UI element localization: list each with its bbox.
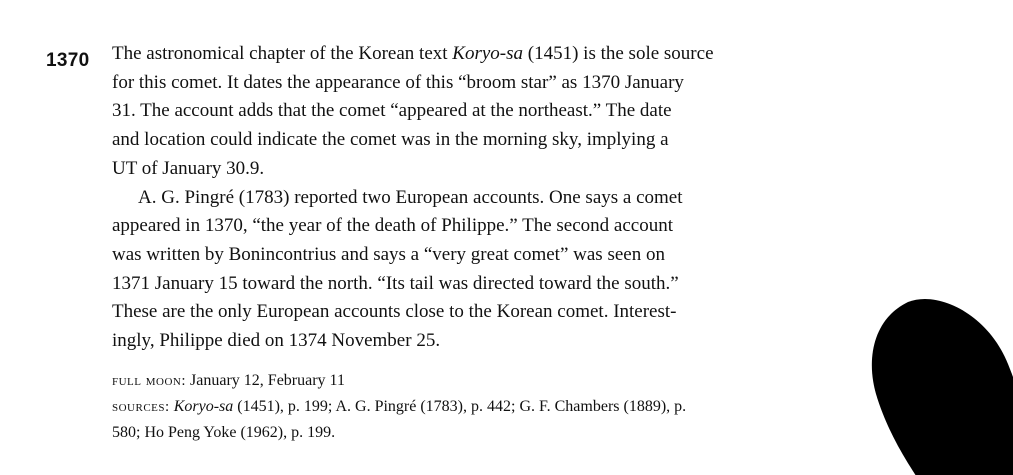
thumb-shadow-blot [868,294,1013,475]
full-moon-note [112,368,812,394]
paragraph-2-line-5: These are the only European accounts close to the Korean comet. Interest- [112,301,677,323]
paragraph-1 [112,40,802,184]
paragraph-2 [112,184,802,356]
paragraph-2-line-2: appeared in 1370, “the year of the death of Philippe.” The second account [112,215,673,237]
line-text: (1451) is the sole source [523,43,714,64]
blot-shape [872,299,1013,475]
paragraph-2-line-6: ingly, Philippe died on 1374 November 25. [112,330,441,352]
notes [112,368,812,446]
sources-label: sources: [112,399,170,415]
sources-note [112,394,812,420]
line-text: The astronomical chapter of the Korean text [112,43,453,64]
full-moon-value: January 12, February 11 [186,372,345,389]
paragraph-2-line-1: A. G. Pingré (1783) reported two European accounts. One says a comet [138,186,683,208]
paragraph-1-line-5: UT of January 30.9. [112,157,265,179]
paragraph-1-line-4: and location could indicate the comet was in the morning sky, implying a [112,129,669,151]
paragraph-2-line-4: 1371 January 15 toward the north. “Its tail was directed toward the south.” [112,272,679,294]
entry-year: 1370 [46,50,90,71]
paragraph-1-line-2: for this comet. It dates the appearance of this “broom star” as 1370 January [112,71,684,93]
full-moon-label: full moon: [112,373,187,389]
title-italic: Koryo-sa [452,43,524,64]
paragraph-1-line-1 [112,40,802,69]
sources-line-1: (1451), p. 199; A. G. Pingré (1783), p. 442; G. F. Chambers (1889), p. [233,398,687,415]
sources-title-italic: Koryo-sa [173,398,234,415]
paragraph-2-line-3: was written by Bonincontrius and says a “very great comet” was seen on [112,243,665,265]
entry-body [112,40,802,356]
sources-line-2: 580; Ho Peng Yoke (1962), p. 199. [112,424,336,441]
paragraph-1-line-3: 31. The account adds that the comet “appeared at the northeast.” The date [112,100,672,122]
